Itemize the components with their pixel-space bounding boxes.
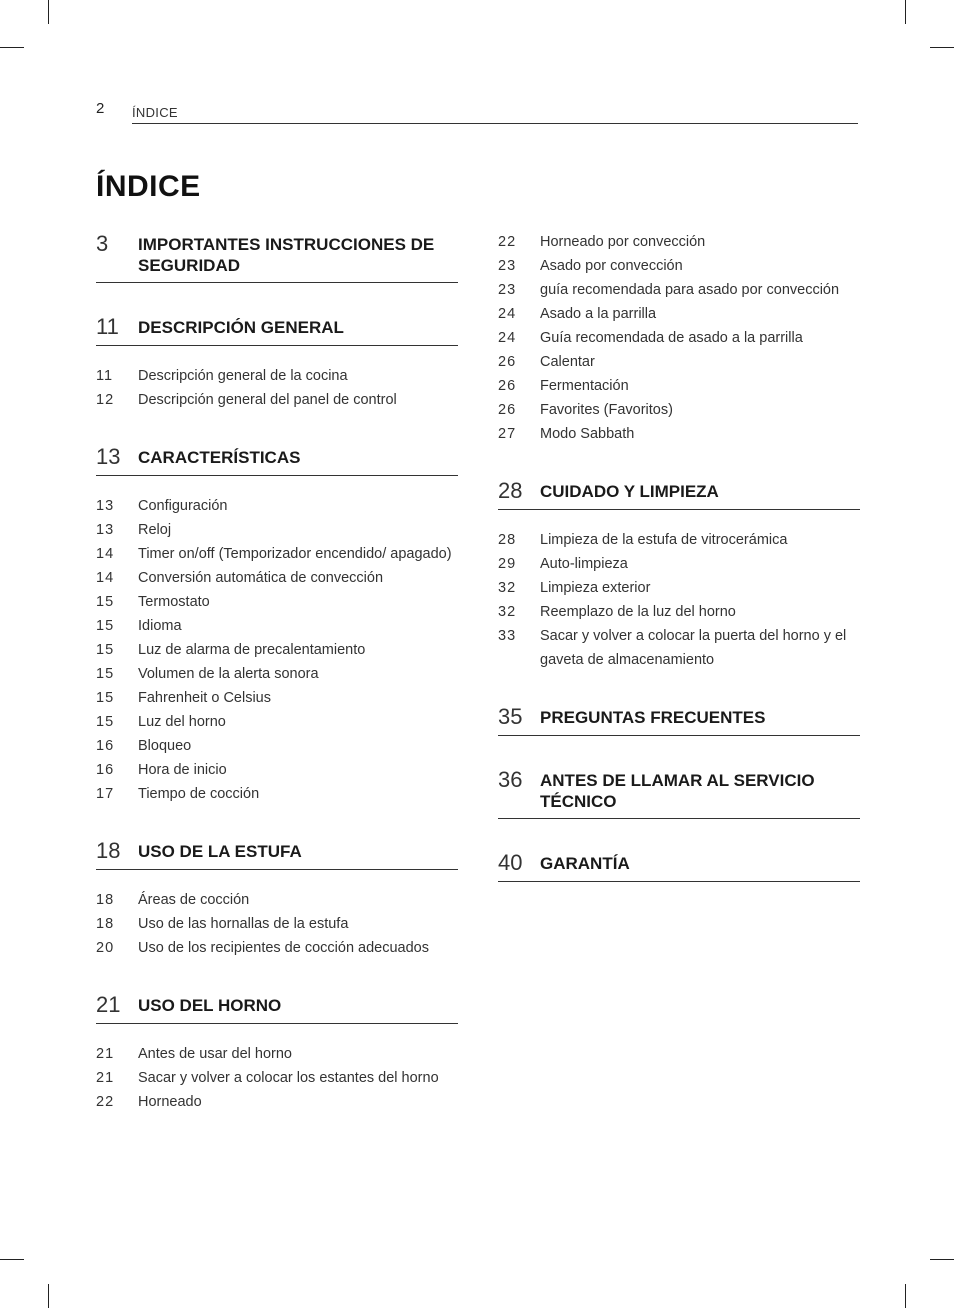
toc-item-page: 28 <box>498 532 517 548</box>
toc-continued-list <box>498 230 860 446</box>
toc-item[interactable] <box>96 590 458 614</box>
toc-item[interactable] <box>96 364 458 388</box>
toc-item-text: Horneado <box>138 1094 202 1110</box>
toc-item[interactable] <box>498 326 860 350</box>
toc-section-number: 35 <box>498 704 523 729</box>
toc-item[interactable] <box>96 912 458 936</box>
toc-item-text: Áreas de cocción <box>138 892 250 908</box>
toc-item-text: Tiempo de cocción <box>138 786 260 802</box>
header-rule <box>132 123 858 124</box>
spacer <box>498 882 860 914</box>
toc-item-page: 18 <box>96 916 115 932</box>
toc-item[interactable] <box>498 422 860 446</box>
toc-section-number: 21 <box>96 992 121 1017</box>
toc-item-text: Horneado por convección <box>540 234 706 250</box>
toc-item-text: Sacar y volver a colocar la puerta del horno y el gaveta de almacenamiento <box>540 628 847 668</box>
toc-item-list <box>96 888 458 960</box>
toc-section-number: 36 <box>498 767 523 792</box>
crop-mark <box>930 1259 954 1260</box>
toc-section-heading[interactable] <box>498 479 860 510</box>
toc-section-title: CARACTERÍSTICAS <box>138 448 301 467</box>
toc-item[interactable] <box>96 710 458 734</box>
toc-section-number: 40 <box>498 850 523 875</box>
toc-item[interactable] <box>96 686 458 710</box>
toc-item-text: Volumen de la alerta sonora <box>138 666 319 682</box>
spacer <box>498 819 860 851</box>
toc-section-title: USO DE LA ESTUFA <box>138 842 302 861</box>
toc-item[interactable] <box>96 758 458 782</box>
toc-item-text: Uso de los recipientes de cocción adecuados <box>138 940 429 956</box>
toc-section-title: ANTES DE LLAMAR AL SERVICIO TÉCNICO <box>540 771 815 811</box>
toc-item[interactable] <box>96 388 458 412</box>
toc-item-text: Reloj <box>138 522 172 538</box>
toc-item[interactable] <box>498 350 860 374</box>
toc-item-page: 29 <box>498 556 517 572</box>
toc-section <box>498 768 860 851</box>
toc-section-heading[interactable] <box>96 839 458 870</box>
toc-item-page: 18 <box>96 892 115 908</box>
toc-item[interactable] <box>96 734 458 758</box>
toc-item-text: Hora de inicio <box>138 762 227 778</box>
toc-section-heading[interactable] <box>96 445 458 476</box>
toc-item-list <box>96 1042 458 1114</box>
toc-item[interactable] <box>96 782 458 806</box>
toc-item[interactable] <box>96 662 458 686</box>
toc-item[interactable] <box>96 638 458 662</box>
toc-item-text: guía recomendada para asado por convección <box>540 282 840 298</box>
header-label: ÍNDICE <box>132 105 178 120</box>
toc-item-text: Sacar y volver a colocar los estantes del horno <box>138 1070 439 1086</box>
crop-mark <box>48 1284 49 1308</box>
toc-item-page: 21 <box>96 1046 115 1062</box>
toc-section-number: 13 <box>96 444 121 469</box>
toc-item-text: Antes de usar del horno <box>138 1046 292 1062</box>
toc-section <box>96 839 458 993</box>
toc-item[interactable] <box>498 552 860 576</box>
toc-item[interactable] <box>96 1066 458 1090</box>
toc-item-page: 24 <box>498 306 517 322</box>
toc-section <box>96 445 458 839</box>
toc-item-page: 13 <box>96 522 115 538</box>
toc-section-heading[interactable] <box>96 232 458 283</box>
toc-item-page: 27 <box>498 426 517 442</box>
crop-mark <box>930 47 954 48</box>
toc-section-heading[interactable] <box>498 851 860 882</box>
toc-item[interactable] <box>498 230 860 254</box>
toc-item-list <box>96 494 458 806</box>
toc-item[interactable] <box>96 1090 458 1114</box>
toc-item-text: Favorites (Favoritos) <box>540 402 673 418</box>
crop-mark <box>0 47 24 48</box>
toc-item-text: Timer on/off (Temporizador encendido/ apagado) <box>138 546 452 562</box>
toc-item[interactable] <box>498 254 860 278</box>
spacer <box>96 412 458 445</box>
toc-item-page: 13 <box>96 498 115 514</box>
toc-item-page: 15 <box>96 714 115 730</box>
toc-item-page: 15 <box>96 642 115 658</box>
toc-item-text: Calentar <box>540 354 595 370</box>
toc-item-page: 23 <box>498 282 517 298</box>
toc-item-page: 16 <box>96 738 115 754</box>
toc-item-text: Asado por convección <box>540 258 683 274</box>
spacer <box>498 446 860 479</box>
toc-item-text: Fahrenheit o Celsius <box>138 690 271 706</box>
toc-section-number: 28 <box>498 478 523 503</box>
toc-section-heading[interactable] <box>498 705 860 736</box>
toc-section-heading[interactable] <box>96 993 458 1024</box>
toc-item-text: Idioma <box>138 618 182 634</box>
toc-item[interactable] <box>96 1042 458 1066</box>
toc-right-column <box>498 230 860 914</box>
toc-item-page: 11 <box>96 368 114 384</box>
toc-item-text: Conversión automática de convección <box>138 570 384 586</box>
toc-item[interactable] <box>96 518 458 542</box>
toc-item-page: 26 <box>498 402 517 418</box>
toc-item-list <box>498 528 860 672</box>
toc-item-text: Fermentación <box>540 378 629 394</box>
toc-item-text: Modo Sabbath <box>540 426 635 442</box>
toc-item[interactable] <box>96 494 458 518</box>
toc-item[interactable] <box>498 278 860 302</box>
toc-section <box>96 315 458 445</box>
spacer <box>498 672 860 705</box>
toc-section-number: 3 <box>96 231 109 256</box>
toc-item-text: Uso de las hornallas de la estufa <box>138 916 349 932</box>
toc-item-page: 33 <box>498 628 517 644</box>
toc-item-text: Termostato <box>138 594 210 610</box>
toc-section-title: USO DEL HORNO <box>138 996 282 1015</box>
toc-item-page: 24 <box>498 330 517 346</box>
toc-item[interactable] <box>498 374 860 398</box>
toc-item[interactable] <box>498 528 860 552</box>
toc-item[interactable] <box>498 398 860 422</box>
toc-item-text: Luz de alarma de precalentamiento <box>138 642 366 658</box>
toc-section <box>498 851 860 914</box>
toc-item-page: 12 <box>96 392 115 408</box>
toc-item-text: Descripción general del panel de control <box>138 392 397 408</box>
toc-item-page: 26 <box>498 354 517 370</box>
toc-item-page: 21 <box>96 1070 115 1086</box>
toc-item-text: Asado a la parrilla <box>540 306 657 322</box>
toc-item[interactable] <box>96 936 458 960</box>
toc-section-number: 11 <box>96 314 119 339</box>
toc-section-heading[interactable] <box>96 315 458 346</box>
toc-item-text: Limpieza exterior <box>540 580 651 596</box>
toc-item-text: Limpieza de la estufa de vitrocerámica <box>540 532 788 548</box>
toc-item-page: 32 <box>498 604 517 620</box>
crop-mark <box>905 0 906 24</box>
toc-item-page: 17 <box>96 786 115 802</box>
toc-item[interactable] <box>498 576 860 600</box>
toc-item[interactable] <box>498 600 860 624</box>
toc-item-page: 15 <box>96 618 115 634</box>
toc-item-text: Configuración <box>138 498 228 514</box>
toc-section-title: CUIDADO Y LIMPIEZA <box>540 482 719 501</box>
spacer <box>96 960 458 993</box>
toc-item-text: Descripción general de la cocina <box>138 368 348 384</box>
spacer <box>96 806 458 839</box>
toc-item-page: 14 <box>96 570 115 586</box>
toc-item-page: 22 <box>498 234 517 250</box>
toc-item-text: Luz del horno <box>138 714 226 730</box>
toc-item-text: Bloqueo <box>138 738 192 754</box>
toc-section <box>498 479 860 705</box>
toc-item-text: Auto-limpieza <box>540 556 628 572</box>
toc-item-page: 14 <box>96 546 115 562</box>
toc-item[interactable] <box>498 302 860 326</box>
toc-item-page: 20 <box>96 940 115 956</box>
spacer <box>498 736 860 768</box>
header-page-number: 2 <box>96 100 105 117</box>
toc-item-page: 15 <box>96 666 115 682</box>
crop-mark <box>905 1284 906 1308</box>
toc-item-page: 16 <box>96 762 115 778</box>
toc-item-page: 15 <box>96 690 115 706</box>
toc-item-text: Reemplazo de la luz del horno <box>540 604 736 620</box>
toc-item-page: 32 <box>498 580 517 596</box>
toc-section-title: GARANTÍA <box>540 854 630 873</box>
spacer <box>96 283 458 315</box>
toc-section-title: DESCRIPCIÓN GENERAL <box>138 318 344 337</box>
toc-left-column <box>96 232 458 1147</box>
toc-section <box>96 232 458 315</box>
toc-item[interactable] <box>96 614 458 638</box>
toc-section <box>96 993 458 1147</box>
toc-item[interactable] <box>96 888 458 912</box>
toc-item[interactable] <box>498 624 860 672</box>
crop-mark <box>48 0 49 24</box>
toc-item[interactable] <box>96 566 458 590</box>
toc-item-page: 26 <box>498 378 517 394</box>
page-title: ÍNDICE <box>96 170 201 203</box>
toc-item-page: 23 <box>498 258 517 274</box>
toc-section-number: 18 <box>96 838 121 863</box>
spacer <box>96 1114 458 1147</box>
toc-section-title: PREGUNTAS FRECUENTES <box>540 708 766 727</box>
toc-section-title: IMPORTANTES INSTRUCCIONES DE SEGURIDAD <box>138 235 435 275</box>
crop-mark <box>0 1259 24 1260</box>
toc-section-heading[interactable] <box>498 768 860 819</box>
toc-item-page: 15 <box>96 594 115 610</box>
toc-section <box>498 705 860 768</box>
toc-item-list <box>96 364 458 412</box>
toc-item-text: Guía recomendada de asado a la parrilla <box>540 330 803 346</box>
toc-item-page: 22 <box>96 1094 115 1110</box>
toc-item[interactable] <box>96 542 458 566</box>
